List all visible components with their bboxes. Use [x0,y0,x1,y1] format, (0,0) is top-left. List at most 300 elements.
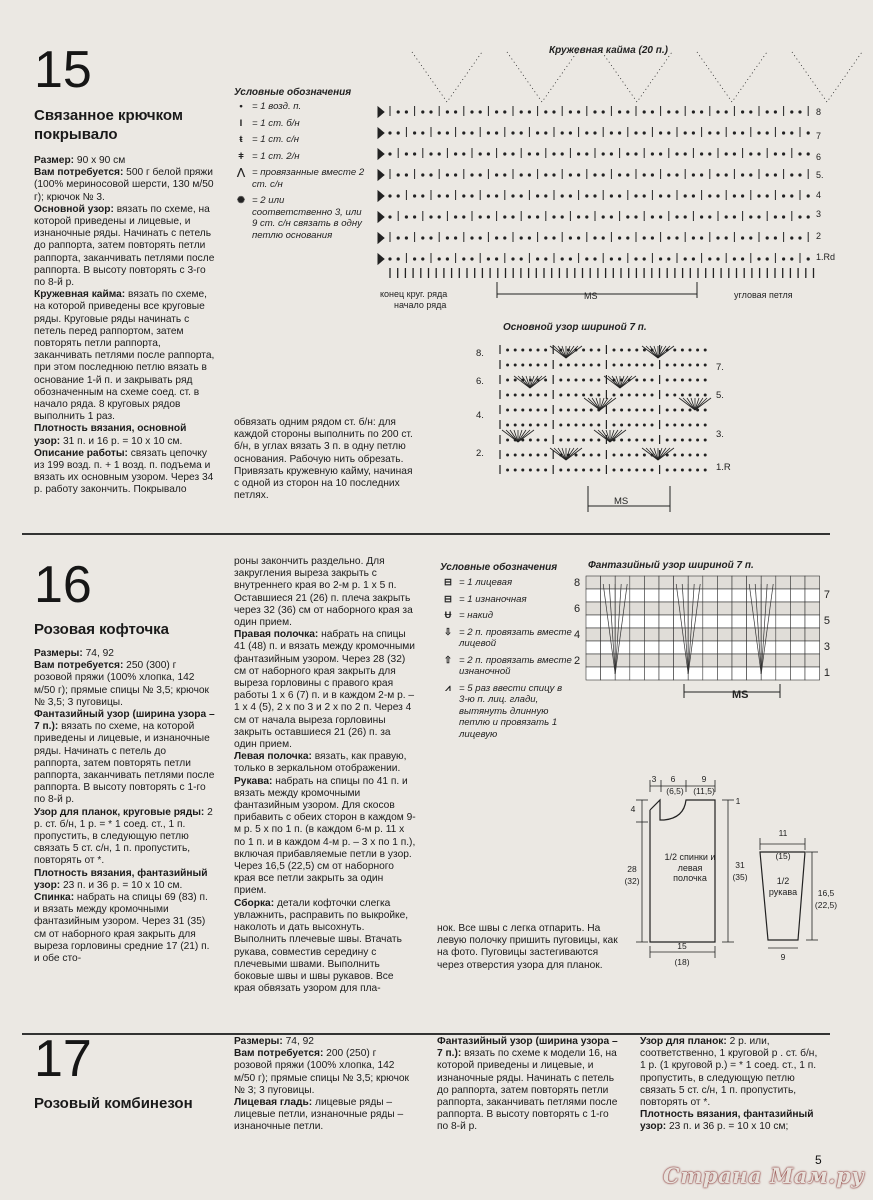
chain-dot [590,439,592,441]
chain-dot [636,454,638,456]
chart-cell [761,667,776,680]
chain-dot [514,424,516,426]
s17-text-column-1: Размеры: 74, 92 Вам потребуется: 200 (250) г розовой пряжи (100% хлопка, 142 м/50 г); прямые спицы № 3,5; крючок № 3; 3 пуговицы. Лицевая гладь: лицевые ряды – лицевые петли, изнаночные ряды – изнаночные петли. [234,1036,410,1133]
chain-dot [627,153,629,155]
chain-dot [537,454,539,456]
chart-cell [717,576,732,589]
sleeve-piece-label: 1/2 рукава [768,876,798,897]
fan-stitch [522,376,530,388]
chain-dot [479,111,481,113]
fan-stitch [558,346,566,358]
chain-dot [594,111,596,113]
chart-cell [805,602,820,615]
chain-dot [704,439,706,441]
chain-dot [783,216,785,218]
chart-cell [790,589,805,602]
chart-cell [732,641,747,654]
dim-label: (6,5) [666,786,684,796]
chain-dot [766,195,768,197]
chain-dot [684,132,686,134]
chain-dot [590,379,592,381]
chain-dot [512,132,514,134]
chart-cell [761,576,776,589]
dim-label: 9 [701,774,707,784]
chain-dot [537,469,539,471]
chart-cell [790,641,805,654]
chart-cell [615,589,630,602]
fan-stitch [566,448,574,460]
row-arrow-icon [378,107,384,117]
chain-dot [586,195,588,197]
chart-cell [703,628,718,641]
chain-dot [627,174,629,176]
chain-dot [545,132,547,134]
chain-dot [463,258,465,260]
chart-cell [615,667,630,680]
chain-dot [430,237,432,239]
dim-label: 16,5 [817,888,835,898]
s16-text-column-1: Размеры: 74, 92 Вам потребуется: 250 (300) г розовой пряжи (100% хлопка, 142 м/50 г); прямые спицы № 3,5; крючок № 3,5; 3 пуговицы. Фантазийный узор (ширина узора – 7 п.): вязать по схеме, на которой приведены и лицевые, и изнаночные ряды. Начинать с петель до раппорта, затем повторять петли раппорта, заканчивать петлями после раппорта. В высоту повторять с 1-го по 8-й р. Узор для планок, круговые ряды: 2 р. ст. б/н, 1 р. = * 1 соед. ст., 1 п. пропустить, в следующую петлю связать 5 ст. с/н, 1 п. пропустить, повторять от *. Плотность вязания, фантазийный узор: 23 п. и 36 р. = 10 х 10 см. Спинка: набрать на спицы 69 (83) п. и вязать между кромочными фантазийным узором. Через 31 (35) см от наборного края закрыть для выреза горловины средние 17 (21) п. и обе сто- [34,648,215,965]
chain-dot [750,216,752,218]
chain-dot [674,424,676,426]
chain-dot [561,216,563,218]
chain-dot [545,349,547,351]
chain-dot [628,409,630,411]
chain-dot [684,153,686,155]
chain-dot [635,195,637,197]
chain-dot [681,424,683,426]
chain-dot [643,394,645,396]
chain-dot [717,258,719,260]
chain-dot [569,258,571,260]
chain-dot [668,174,670,176]
chain-dot [684,195,686,197]
chart-cell [732,667,747,680]
chain-dot [681,364,683,366]
chain-dot [717,195,719,197]
chart-cell [688,667,703,680]
chart-cell [644,615,659,628]
chain-dot [643,174,645,176]
legend-fan: ✺ = 2 или соответственно 3, или 9 ст. с/н связать в одну петлю основания [230,195,365,241]
fan-stitch [530,376,538,388]
chain-dot [487,153,489,155]
chain-dot [799,237,801,239]
chart-cell [761,602,776,615]
chain-dot [537,409,539,411]
chain-dot [791,237,793,239]
chain-dot [537,258,539,260]
chain-dot [496,258,498,260]
chain-dot [725,216,727,218]
dim-label: (15) [775,851,791,861]
chain-dot [569,132,571,134]
chain-dot [602,111,604,113]
s15-legend [230,101,365,246]
chain-dot [529,409,531,411]
chart-cell [615,576,630,589]
chain-dot [783,258,785,260]
chain-dot [799,216,801,218]
chain-dot [758,153,760,155]
chain-dot [537,195,539,197]
chain-dot [463,216,465,218]
chain-dot [717,111,719,113]
chain-dot [666,379,668,381]
chain-dot [666,469,668,471]
chain-dot [545,111,547,113]
chain-dot [668,111,670,113]
chain-dot [697,409,699,411]
chain-dot [598,439,600,441]
chain-dot [389,216,391,218]
chain-dot [689,469,691,471]
chain-dot [522,394,524,396]
chart-cell [688,576,703,589]
chain-dot [455,111,457,113]
chain-dot [674,349,676,351]
chart-cell [674,667,689,680]
row-arrow-icon [378,191,384,201]
chart-cell [805,628,820,641]
chain-dot [537,349,539,351]
chain-dot [619,195,621,197]
chain-dot [651,364,653,366]
chart-cell [644,641,659,654]
chain-dot [479,216,481,218]
chain-dot [709,216,711,218]
chain-dot [583,364,585,366]
chart-cell [776,654,791,667]
chart-cell [717,615,732,628]
chain-dot [602,153,604,155]
chain-dot [697,424,699,426]
chain-dot [621,469,623,471]
chain-dot [594,237,596,239]
fancy-row-label: 5 [823,615,830,627]
chart-cell [659,615,674,628]
chart-cell [776,589,791,602]
chain-dot [430,174,432,176]
fan-stitch [650,346,658,358]
row-arrow-icon [378,128,384,138]
chart-cell [776,628,791,641]
chart-cell [659,602,674,615]
chain-dot [602,174,604,176]
chain-dot [560,394,562,396]
fancy-row-label: 7 [823,589,830,601]
chart-cell [790,628,805,641]
chart-cell [586,602,601,615]
chain-dot [522,349,524,351]
chain-dot [567,469,569,471]
dim-label: 11 [778,828,788,838]
chain-dot [496,132,498,134]
chain-dot [512,258,514,260]
fan-stitch [695,398,703,410]
treble-crochet-icon: ǂ [238,150,244,162]
chain-dot [613,349,615,351]
chain-dot [471,132,473,134]
chain-dot [783,195,785,197]
chart-cell [703,589,718,602]
chain-dot [807,132,809,134]
chart-cell [790,654,805,667]
chain-dot [583,379,585,381]
chain-dot [545,454,547,456]
fancy-row-label: 1 [823,667,830,679]
chart-cell [717,641,732,654]
chain-dot [704,454,706,456]
fan-stitch [592,398,600,410]
chain-dot [766,111,768,113]
chain-dot [578,216,580,218]
basic-pattern-chart [470,334,750,518]
chain-dot [590,394,592,396]
chart-cell [630,628,645,641]
fan-stitch [620,376,628,388]
chain-dot [709,132,711,134]
chart-cell [732,654,747,667]
chain-dot [507,409,509,411]
chain-dot [514,454,516,456]
chain-dot [514,409,516,411]
chain-dot [583,394,585,396]
basic-chart-title: Основной узор шириной 7 п. [503,322,647,333]
chain-dot [681,409,683,411]
chart-cell [703,576,718,589]
chain-dot [528,237,530,239]
chain-dot [430,216,432,218]
chain-dot [701,111,703,113]
chain-dot [537,424,539,426]
chain-dot [807,258,809,260]
chain-dot [567,409,569,411]
chain-dot [701,216,703,218]
fancy-row-label: 8 [574,577,581,589]
chain-dot [507,379,509,381]
chain-dot [446,258,448,260]
s16-text-column-2: роны закончить раздельно. Для закругления выреза закрыть с внутреннего края во 2-м р. 1 х 5 п. Оставшиеся 21 (26) п. плеча закрыть через 32 (36) см от наборного края за один прием. Правая полочка: набрать на спицы 41 (48) п. и вязать между кромочными фантазийным узором. Через 28 (32) см от наборного края закрыть для выреза горловины с правого края работы 1 х 6 (7) п. и в каждом 2-м р. – 1 х 4 (5), 2 х по 3 и 2 х по 2 п. Через 4 см от начала выреза горловины закрыть оставшиеся 21 (26) п. за один прием. Левая полочка: вязать, как правую, только в зеркальном отображении. Рукава: набрать на спицы по 41 п. и вязать между кромочными фантазийным узором. Для скосов прибавить с обеих сторон в каждом 9-м р. 5 х по 1 п. (в каждом 6-м р. 11 х по 1 п. и в каждом 4-м р. – 3 х по 1 п.), включая прибавляемые петли в узор. Через 16,5 (22,5) см от наборного края все петли закрыть за один прием. Сборка: детали кофточки слегка увлажнить, расправить по выкройке, наколоть и дать высохнуть. Выполнить плечевые швы. Втачать рукава, совместив середину с плечевыми швами. Выполнить боковые швы и швы рукавов. Все края обвязать узором для пла- [234,556,416,995]
chain-dot [545,409,547,411]
chain-dot [598,364,600,366]
scallop-peak [792,52,862,102]
chain-dot [742,237,744,239]
chart-cell [732,576,747,589]
chain-dot [389,153,391,155]
fan-stitch [566,346,574,358]
chart-cell [747,602,762,615]
chain-dot [405,174,407,176]
chain-dot [689,424,691,426]
chain-dot [422,132,424,134]
chain-dot [560,469,562,471]
chain-dot [610,132,612,134]
chain-dot [791,258,793,260]
s16-legend-title: Условные обозначения [440,562,558,573]
chain-dot [522,454,524,456]
chain-dot [689,409,691,411]
chart-cell [717,602,732,615]
chain-dot [651,237,653,239]
chain-dot [583,349,585,351]
chain-dot [701,153,703,155]
chain-dot [422,174,424,176]
chain-dot [522,424,524,426]
chain-dot [414,216,416,218]
chart-cell [717,654,732,667]
chain-dot [575,439,577,441]
chain-dot [684,258,686,260]
chain-dot [471,258,473,260]
chain-dot [560,424,562,426]
section-number-16: 16 [34,556,92,614]
chain-dot [697,454,699,456]
chain-dot [636,349,638,351]
chain-dot [446,195,448,197]
chain-dot [704,364,706,366]
fan-stitch [687,398,695,410]
chain-dot [681,454,683,456]
section-number-17: 17 [34,1030,92,1088]
chain-dot [643,469,645,471]
dim-label: 1 [735,796,741,806]
chain-dot [594,132,596,134]
chain-dot [689,364,691,366]
chain-dot [567,364,569,366]
chain-dot [575,424,577,426]
chain-dot [643,237,645,239]
chain-dot [621,424,623,426]
chain-dot [545,237,547,239]
chain-dot [717,237,719,239]
chain-dot [507,364,509,366]
chart-cell [703,654,718,667]
chain-dot [512,195,514,197]
chain-dot [635,216,637,218]
chain-dot [613,394,615,396]
chain-dot [704,424,706,426]
chain-dot [742,258,744,260]
chain-dot [389,258,391,260]
cluster-stitch-icon: ⩘ [445,682,451,694]
dim-label: (35) [732,872,748,882]
chart-cell [630,602,645,615]
chain-dot [520,132,522,134]
chain-dot [405,216,407,218]
chain-dot [725,174,727,176]
lace-chart-title: Кружевная кайма (20 п.) [549,45,668,56]
chain-dot [636,364,638,366]
fancy-row-label: 3 [823,641,830,653]
chain-dot [774,174,776,176]
chain-dot [758,258,760,260]
chain-dot [504,174,506,176]
chain-dot [561,258,563,260]
s17-text-column-2: Фантазийный узор (ширина узора – 7 п.): вязать по схеме к модели 16, на которой приведены и лицевые, и изнаночные ряды. Начинать с петель до раппорта, затем повторять петли раппорта, заканчивать петлями после раппорта. В высоту повторять с 1-го по 8-й р. [437,1036,618,1133]
chart-cell [586,667,601,680]
chain-dot [590,364,592,366]
chain-dot [766,258,768,260]
chain-dot [496,111,498,113]
chart-cell [717,667,732,680]
chain-dot [575,409,577,411]
chain-dot [692,195,694,197]
chain-dot [666,394,668,396]
chain-dot [783,153,785,155]
chart-cell [805,667,820,680]
chart-cell [644,589,659,602]
legend-dec: ⋀ = провязанные вместе 2 ст. с/н [230,167,365,190]
chain-dot [479,174,481,176]
chart-cell [688,602,703,615]
decrease-icon: ⋀ [237,167,245,178]
chain-dot [560,409,562,411]
chain-dot [674,364,676,366]
chain-dot [569,111,571,113]
chain-dot [725,237,727,239]
chain-dot [575,394,577,396]
chart-cell [805,641,820,654]
chain-dot [471,111,473,113]
chain-dot [578,153,580,155]
chain-dot [676,153,678,155]
chain-dot [422,237,424,239]
chain-dot [471,174,473,176]
chain-dot [560,439,562,441]
chain-dot [569,195,571,197]
basic-row-label: 6. [476,376,484,387]
chain-dot [704,469,706,471]
chart-cell [776,641,791,654]
chart-cell [790,615,805,628]
chain-dot [602,237,604,239]
chain-dot [636,424,638,426]
chart-cell [674,602,689,615]
chain-dot [774,153,776,155]
chart-cell [615,602,630,615]
chain-dot [619,174,621,176]
s16-text-column-3: нок. Все швы с легка отпарить. На левую полочку пришить пуговицы, как на фото. Пуговицы застегиваются через отверстия узора для планок. [437,923,618,971]
chain-dot [529,469,531,471]
chain-dot [610,195,612,197]
chain-dot [709,258,711,260]
chart-cell [790,667,805,680]
chart-cell [776,576,791,589]
chart-cell [644,602,659,615]
chain-dot [479,153,481,155]
chain-dot [590,454,592,456]
chart-cell [703,602,718,615]
chain-dot [750,153,752,155]
chain-dot [397,174,399,176]
chain-dot [697,394,699,396]
chain-dot [791,174,793,176]
chart-cell [659,576,674,589]
chain-dot [666,364,668,366]
lace-start-label: начало ряда [394,300,447,310]
lace-ms-label: MS [584,291,598,301]
chart-cell [644,628,659,641]
chain-dot [643,379,645,381]
chain-dot [496,237,498,239]
chart-cell [644,576,659,589]
chain-dot [733,258,735,260]
chain-dot [681,394,683,396]
chain-dot [791,195,793,197]
chain-dot [704,394,706,396]
s17-text-column-3: Узор для планок: 2 р. или, соответственно, 1 круговой р . ст. б/н, 1 р. (1 круговой р.) = * 1 соед. ст., 1 п. пропустить, в следующую петлю связать 5 ст. с/н, 1 п. пропустить, повторять от *. Плотность вязания, фантазийный узор: 23 п. и 36 р. = 10 х 10 см; [640,1036,818,1133]
